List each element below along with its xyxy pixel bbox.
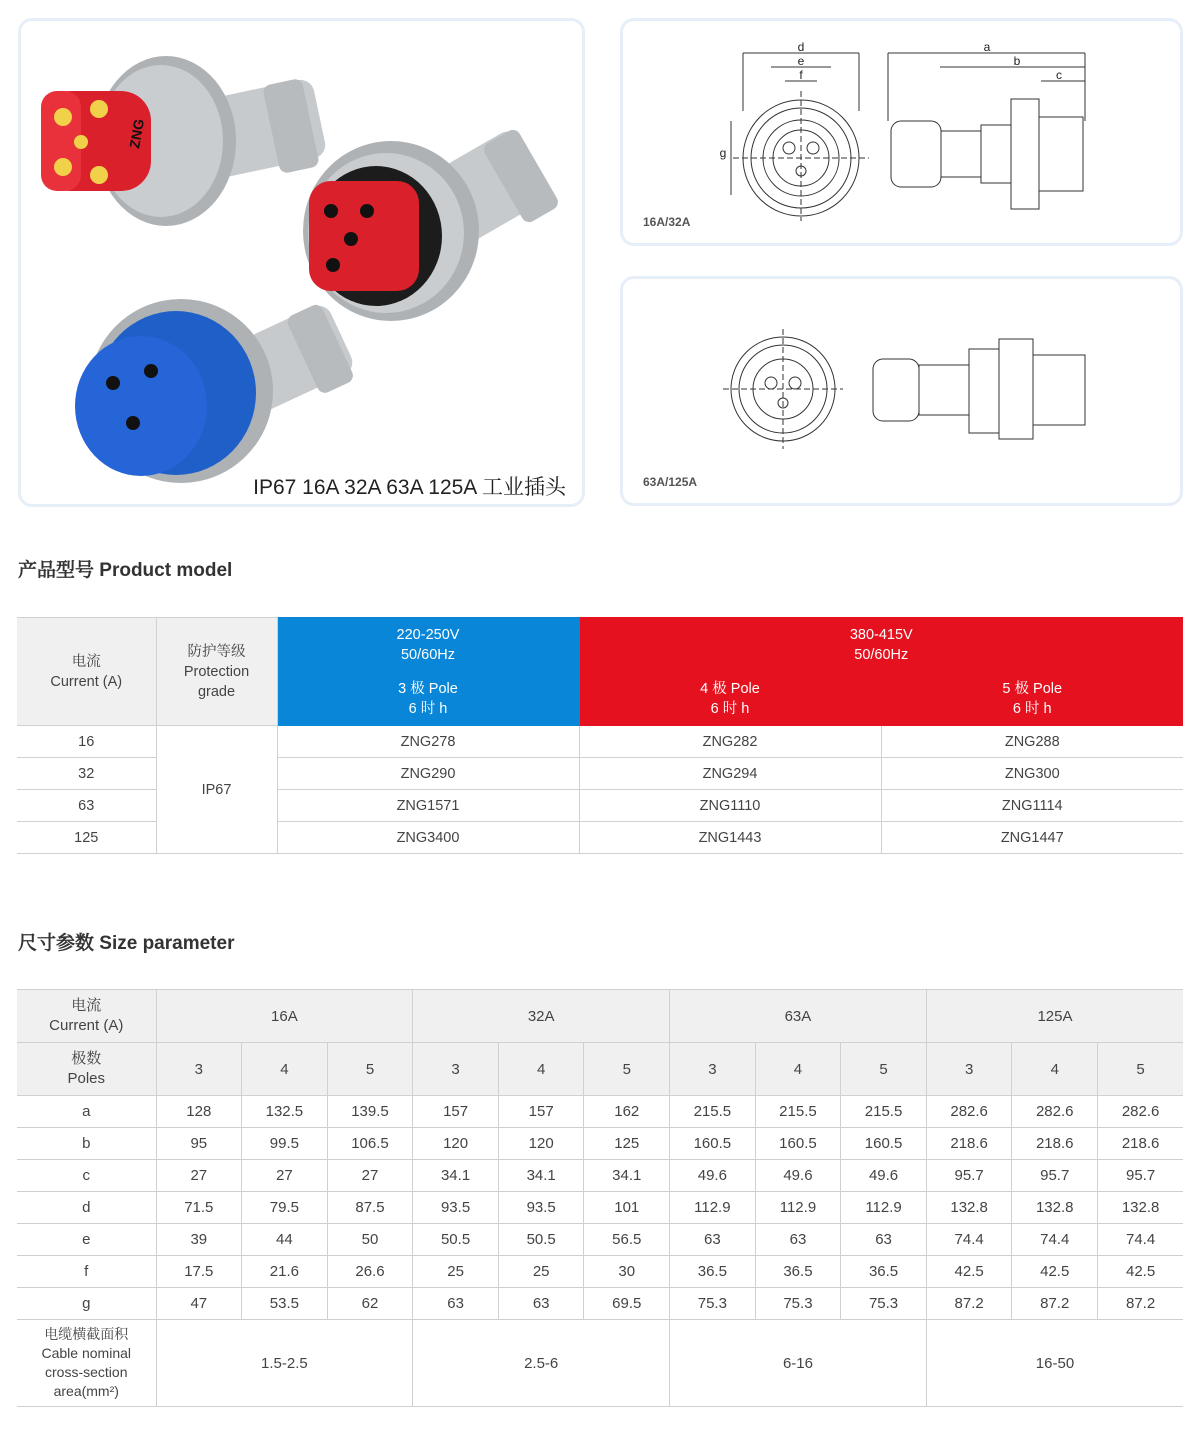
pole-count: 4 [755, 1043, 841, 1096]
dimension-label: b [17, 1128, 156, 1160]
dimension-value: 87.2 [1012, 1288, 1098, 1320]
dimension-value: 106.5 [327, 1128, 413, 1160]
technical-drawing-small [623, 21, 1180, 243]
dimension-value: 62 [327, 1288, 413, 1320]
dimension-value: 160.5 [670, 1128, 756, 1160]
size-parameter-title: 尺寸参数 Size parameter [18, 933, 235, 954]
dimension-value: 74.4 [1012, 1224, 1098, 1256]
cable-value-125a: 16-50 [926, 1320, 1183, 1407]
dimension-value: 69.5 [584, 1288, 670, 1320]
model-code-3pole: ZNG3400 [277, 822, 579, 854]
model-header-4pole: 4 极 Pole 6 时 h [579, 672, 881, 726]
pole-count: 5 [841, 1043, 927, 1096]
dimension-value: 26.6 [327, 1256, 413, 1288]
table-row [17, 1256, 1183, 1288]
dimension-value: 218.6 [1012, 1128, 1098, 1160]
dimension-value: 36.5 [841, 1256, 927, 1288]
dimension-value: 75.3 [755, 1288, 841, 1320]
model-code-3pole: ZNG1571 [277, 790, 579, 822]
pole-count: 3 [670, 1043, 756, 1096]
dimension-value: 87.2 [926, 1288, 1012, 1320]
pole-count: 5 [1098, 1043, 1184, 1096]
pole-count: 3 [413, 1043, 499, 1096]
model-current: 32 [17, 758, 156, 790]
dimension-value: 132.8 [926, 1192, 1012, 1224]
dimension-value: 74.4 [926, 1224, 1012, 1256]
table-row [17, 1128, 1183, 1160]
dimension-value: 282.6 [1012, 1096, 1098, 1128]
dimension-label: a [17, 1096, 156, 1128]
dimension-value: 63 [498, 1288, 584, 1320]
dimension-value: 49.6 [755, 1160, 841, 1192]
size-group-32a: 32A [413, 990, 670, 1043]
table-row [17, 1224, 1183, 1256]
dimension-value: 112.9 [755, 1192, 841, 1224]
dimension-value: 157 [413, 1096, 499, 1128]
dimension-value: 128 [156, 1096, 242, 1128]
dimension-value: 93.5 [413, 1192, 499, 1224]
size-header-current: 电流 Current (A) [17, 990, 156, 1043]
dimension-value: 120 [498, 1128, 584, 1160]
dimension-value: 34.1 [413, 1160, 499, 1192]
dimension-value: 132.8 [1012, 1192, 1098, 1224]
dimension-value: 25 [498, 1256, 584, 1288]
technical-drawing-large [623, 279, 1180, 503]
model-code-5pole: ZNG288 [881, 726, 1183, 758]
model-code-3pole: ZNG278 [277, 726, 579, 758]
cable-value-32a: 2.5-6 [413, 1320, 670, 1407]
dimension-value: 95.7 [1098, 1160, 1184, 1192]
model-header-current: 电流 Current (A) [17, 618, 156, 726]
dimension-value: 50.5 [413, 1224, 499, 1256]
model-code-4pole: ZNG1110 [579, 790, 881, 822]
red-plug-large [303, 126, 561, 321]
dimension-value: 42.5 [1098, 1256, 1184, 1288]
dimension-value: 160.5 [841, 1128, 927, 1160]
size-header-poles: 极数 Poles [17, 1043, 156, 1096]
dimension-value: 53.5 [242, 1288, 328, 1320]
dimension-value: 39 [156, 1224, 242, 1256]
dimension-value: 21.6 [242, 1256, 328, 1288]
dimension-value: 17.5 [156, 1256, 242, 1288]
table-row [17, 1192, 1183, 1224]
dimension-label: c [17, 1160, 156, 1192]
product-model-table [17, 617, 1183, 854]
model-current: 63 [17, 790, 156, 822]
dim-letter-e: e [797, 54, 805, 68]
pole-count: 5 [584, 1043, 670, 1096]
dimension-value: 101 [584, 1192, 670, 1224]
dimension-label: f [17, 1256, 156, 1288]
size-parameter-table [17, 989, 1183, 1407]
dimension-value: 112.9 [670, 1192, 756, 1224]
dim-letter-g: g [719, 146, 727, 160]
dimension-value: 71.5 [156, 1192, 242, 1224]
size-group-63a: 63A [670, 990, 927, 1043]
brand-logo: ZNG [126, 117, 148, 150]
dimension-value: 50.5 [498, 1224, 584, 1256]
photo-caption: IP67 16A 32A 63A 125A 工业插头 [253, 476, 566, 499]
dimension-value: 34.1 [498, 1160, 584, 1192]
model-header-voltage-220: 220-250V 50/60Hz [277, 618, 579, 672]
blue-plug [75, 299, 357, 483]
table-row [17, 1096, 1183, 1128]
dim-letter-b: b [1013, 54, 1021, 68]
dimension-value: 87.2 [1098, 1288, 1184, 1320]
dimension-label: d [17, 1192, 156, 1224]
pole-count: 4 [1012, 1043, 1098, 1096]
model-code-5pole: ZNG1114 [881, 790, 1183, 822]
model-code-3pole: ZNG290 [277, 758, 579, 790]
size-group-125a: 125A [926, 990, 1183, 1043]
dimension-value: 44 [242, 1224, 328, 1256]
dimension-value: 157 [498, 1096, 584, 1128]
dimension-value: 99.5 [242, 1128, 328, 1160]
dimension-value: 50 [327, 1224, 413, 1256]
dimension-value: 30 [584, 1256, 670, 1288]
dimension-value: 63 [413, 1288, 499, 1320]
dimension-value: 162 [584, 1096, 670, 1128]
dimension-value: 87.5 [327, 1192, 413, 1224]
model-code-4pole: ZNG294 [579, 758, 881, 790]
dimension-value: 79.5 [242, 1192, 328, 1224]
dimension-value: 139.5 [327, 1096, 413, 1128]
dimension-value: 42.5 [1012, 1256, 1098, 1288]
dimension-value: 74.4 [1098, 1224, 1184, 1256]
dimension-value: 120 [413, 1128, 499, 1160]
dimension-value: 112.9 [841, 1192, 927, 1224]
dimension-value: 34.1 [584, 1160, 670, 1192]
drawing-card-large [620, 276, 1183, 506]
model-current: 16 [17, 726, 156, 758]
dimension-value: 75.3 [841, 1288, 927, 1320]
cable-value-63a: 6-16 [670, 1320, 927, 1407]
dimension-value: 282.6 [926, 1096, 1012, 1128]
model-header-voltage-380: 380-415V 50/60Hz [579, 618, 1183, 672]
dim-letter-f: f [799, 68, 803, 82]
model-code-5pole: ZNG300 [881, 758, 1183, 790]
dim-letter-a: a [983, 40, 991, 54]
dimension-value: 215.5 [670, 1096, 756, 1128]
dimension-value: 25 [413, 1256, 499, 1288]
dimension-value: 36.5 [755, 1256, 841, 1288]
dimension-value: 36.5 [670, 1256, 756, 1288]
dimension-value: 63 [755, 1224, 841, 1256]
dimension-value: 63 [841, 1224, 927, 1256]
dimension-value: 215.5 [755, 1096, 841, 1128]
product-photo [21, 21, 582, 504]
model-current: 125 [17, 822, 156, 854]
pole-count: 4 [242, 1043, 328, 1096]
pole-count: 3 [156, 1043, 242, 1096]
dimension-value: 218.6 [926, 1128, 1012, 1160]
model-header-5pole: 5 极 Pole 6 时 h [881, 672, 1183, 726]
dimension-value: 160.5 [755, 1128, 841, 1160]
drawing-label-large: 63A/125A [643, 475, 698, 489]
dimension-value: 75.3 [670, 1288, 756, 1320]
product-model-title: 产品型号 Product model [18, 560, 233, 581]
dimension-value: 93.5 [498, 1192, 584, 1224]
model-header-protection: 防护等级 Protection grade [156, 618, 277, 726]
model-header-3pole: 3 极 Pole 6 时 h [277, 672, 579, 726]
dimension-value: 27 [242, 1160, 328, 1192]
model-protection-grade: IP67 [156, 726, 277, 854]
cable-value-16a: 1.5-2.5 [156, 1320, 413, 1407]
drawing-label-small: 16A/32A [643, 215, 691, 229]
dimension-label: e [17, 1224, 156, 1256]
size-cable-label: 电缆横截面积 Cable nominal cross-section area(mm²) [17, 1320, 156, 1407]
dimension-value: 42.5 [926, 1256, 1012, 1288]
model-code-5pole: ZNG1447 [881, 822, 1183, 854]
dimension-label: g [17, 1288, 156, 1320]
dim-letter-d: d [797, 40, 805, 54]
dimension-value: 95 [156, 1128, 242, 1160]
dimension-value: 218.6 [1098, 1128, 1184, 1160]
dimension-value: 27 [327, 1160, 413, 1192]
product-photo-card [18, 18, 585, 507]
dimension-value: 95.7 [926, 1160, 1012, 1192]
dimension-value: 49.6 [841, 1160, 927, 1192]
pole-count: 5 [327, 1043, 413, 1096]
dimension-value: 132.5 [242, 1096, 328, 1128]
drawing-card-small [620, 18, 1183, 246]
dimension-value: 125 [584, 1128, 670, 1160]
dimension-value: 27 [156, 1160, 242, 1192]
dimension-value: 282.6 [1098, 1096, 1184, 1128]
dimension-value: 132.8 [1098, 1192, 1184, 1224]
model-code-4pole: ZNG282 [579, 726, 881, 758]
size-group-16a: 16A [156, 990, 413, 1043]
dimension-value: 47 [156, 1288, 242, 1320]
dimension-value: 63 [670, 1224, 756, 1256]
pole-count: 3 [926, 1043, 1012, 1096]
dimension-value: 215.5 [841, 1096, 927, 1128]
dimension-value: 49.6 [670, 1160, 756, 1192]
red-plug-small [41, 56, 328, 226]
pole-count: 4 [498, 1043, 584, 1096]
dimension-value: 56.5 [584, 1224, 670, 1256]
dimension-value: 95.7 [1012, 1160, 1098, 1192]
table-row [17, 1160, 1183, 1192]
dim-letter-c: c [1056, 68, 1062, 82]
table-row [17, 1288, 1183, 1320]
table-row [17, 726, 1183, 758]
model-code-4pole: ZNG1443 [579, 822, 881, 854]
